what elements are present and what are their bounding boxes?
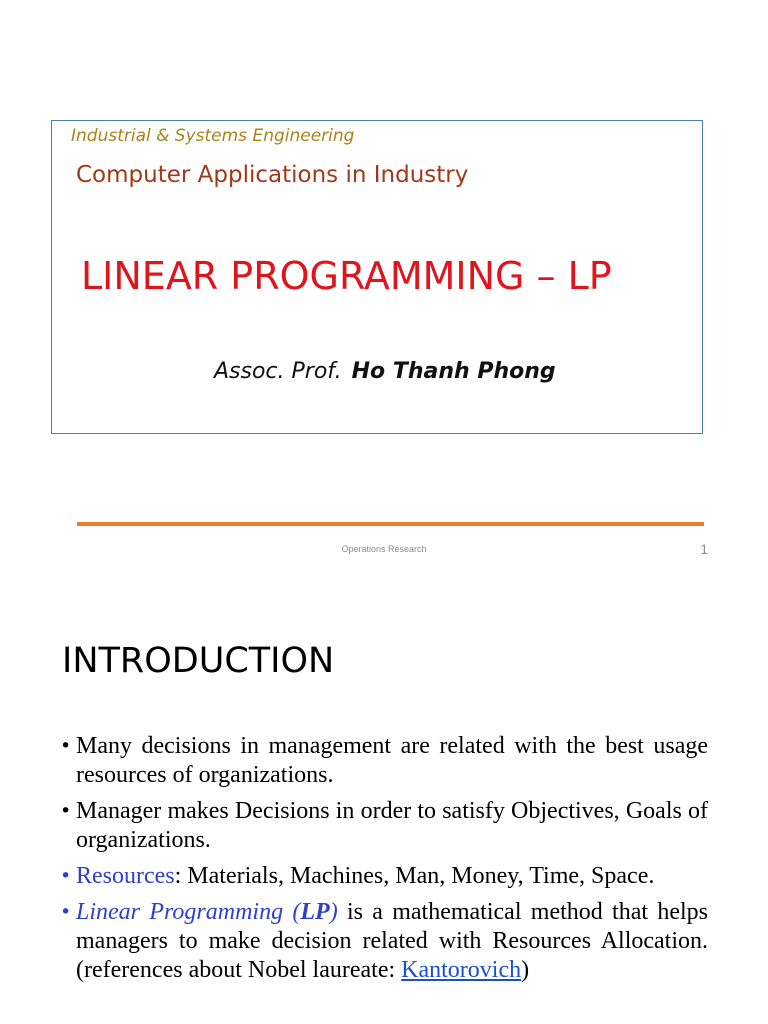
kantorovich-link[interactable]: Kantorovich [401, 957, 522, 983]
bullet-icon: • [60, 901, 72, 923]
bullet-text: Manager makes Decisions in order to satisfy Objectives, Goals of organizations. [76, 798, 708, 853]
author-name: Ho Thanh Phong [351, 359, 556, 384]
author-line [214, 359, 556, 384]
bullet-item [60, 862, 708, 891]
lp-term-prefix: Linear Programming ( [76, 899, 301, 925]
slide-heading: INTRODUCTION [62, 641, 335, 681]
department-label: Industrial & Systems Engineering [71, 126, 355, 146]
footer-label: Operations Research [341, 544, 427, 554]
bullet-text: : Materials, Machines, Man, Money, Time, Space. [174, 863, 655, 889]
course-title: Computer Applications in Industry [76, 162, 469, 188]
introduction-slide [0, 580, 768, 1024]
bullet-icon: • [60, 800, 72, 822]
bullet-item [60, 898, 708, 985]
page-number: 1 [700, 541, 708, 557]
author-rank: Assoc. Prof. [214, 359, 342, 384]
title-box [51, 120, 703, 434]
presentation-title: LINEAR PROGRAMMING – LP [81, 254, 612, 298]
footer-divider [77, 522, 704, 526]
bullet-text: Many decisions in management are related with the best usage resources of organizations. [76, 733, 708, 788]
bullet-item [60, 732, 708, 790]
resources-term: Resources [76, 863, 175, 889]
bullet-list [60, 732, 708, 992]
bullet-item [60, 797, 708, 855]
bullet-icon: • [60, 865, 72, 887]
bullet-text-end: ) [521, 957, 530, 983]
lp-term-suffix: ) [329, 899, 338, 925]
bullet-icon: • [60, 735, 72, 757]
lp-term-abbr: LP [300, 899, 330, 925]
bullet-text: is a mathematical method that helps managers to make decision related with Resources Allocation. (references about Nobel laureate: [76, 899, 708, 983]
